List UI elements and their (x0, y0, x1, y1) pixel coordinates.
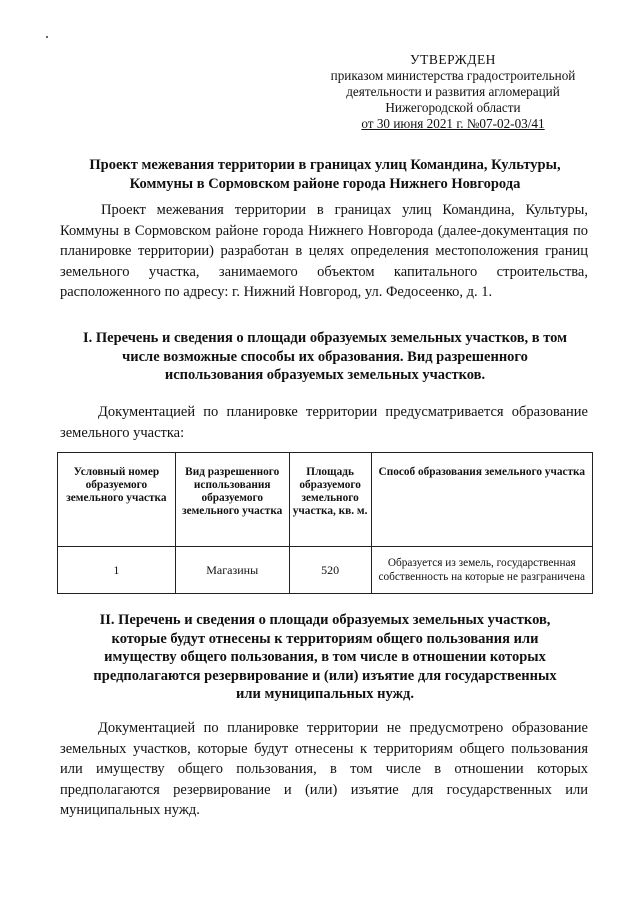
intro-paragraph: Проект межевания территории в границах улиц Командина, Культуры, Коммуны в Сормовском районе города Нижнего Новгорода (далее-документация по планировке территории) разработан в целях определения местоположения границ земельного участка, занимаемого объектом капитального строительства, расположенного по адресу: г. Нижний Новгород, ул. Федосеенко, д. 1. (60, 202, 588, 300)
column-header: Способ образования земельного участка (371, 453, 592, 547)
heading-line: I. Перечень и сведения о площади образуемых земельных участков, в том (82, 330, 568, 346)
heading-line: предполагаются резервирование и (или) изъятие для государственных (93, 667, 557, 684)
heading-line: или муниципальных нужд. (236, 686, 414, 702)
table-cell: Образуется из земель, государственная собственность на которые не разграничена (371, 547, 592, 594)
table-cell: 1 (58, 547, 176, 594)
heading-line: имуществу общего пользования, в том числе в отношении которых (104, 649, 546, 665)
section-1-paragraph: Документацией по планировке территории предусматривается образование земельного участка: (60, 404, 588, 441)
section-1-heading (60, 329, 590, 385)
table-header-row (58, 453, 593, 547)
scan-speck (46, 36, 48, 38)
approval-stamp: УТВЕРЖДЕН (410, 52, 496, 67)
column-header: Условный номер образуемого земельного участка (58, 453, 176, 547)
table-row (58, 547, 593, 594)
approval-block (318, 52, 588, 132)
document-title (60, 156, 590, 194)
heading-line: которые будут отнесены к территориям общего пользования или (111, 630, 539, 647)
heading-line: использования образуемых земельных участков. (164, 367, 486, 383)
land-plots-table (57, 452, 593, 594)
approval-date: от 30 июня 2021 г. №07-02-03/41 (361, 116, 545, 131)
approval-line: деятельности и развития агломераций (346, 84, 560, 99)
title-line: Проект межевания территории в границах улиц Командина, Культуры, (89, 157, 561, 173)
approval-line: приказом министерства градостроительной (330, 68, 576, 83)
section-2-heading (60, 611, 590, 704)
table-cell: 520 (289, 547, 371, 594)
column-header: Площадь образуемого земельного участка, кв. м. (289, 453, 371, 547)
column-header: Вид разрешенного использования образуемого земельного участка (175, 453, 289, 547)
heading-line: II. Перечень и сведения о площади образуемых земельных участков, (99, 612, 551, 628)
title-line: Коммуны в Сормовском районе города Нижнего Новгорода (129, 176, 521, 192)
heading-line: числе возможные способы их образования. Вид разрешенного (122, 348, 528, 365)
section-2-paragraph: Документацией по планировке территории не предусмотрено образование земельных участков, которые будут отнесены к территориям общего пользования или имуществу общего пользования, в том числе в отношении которых предполагаются резервирование и (или) изъятие для государственных или муниципальных нужд. (60, 720, 588, 818)
approval-line: Нижегородской области (385, 100, 521, 115)
table-cell: Магазины (175, 547, 289, 594)
